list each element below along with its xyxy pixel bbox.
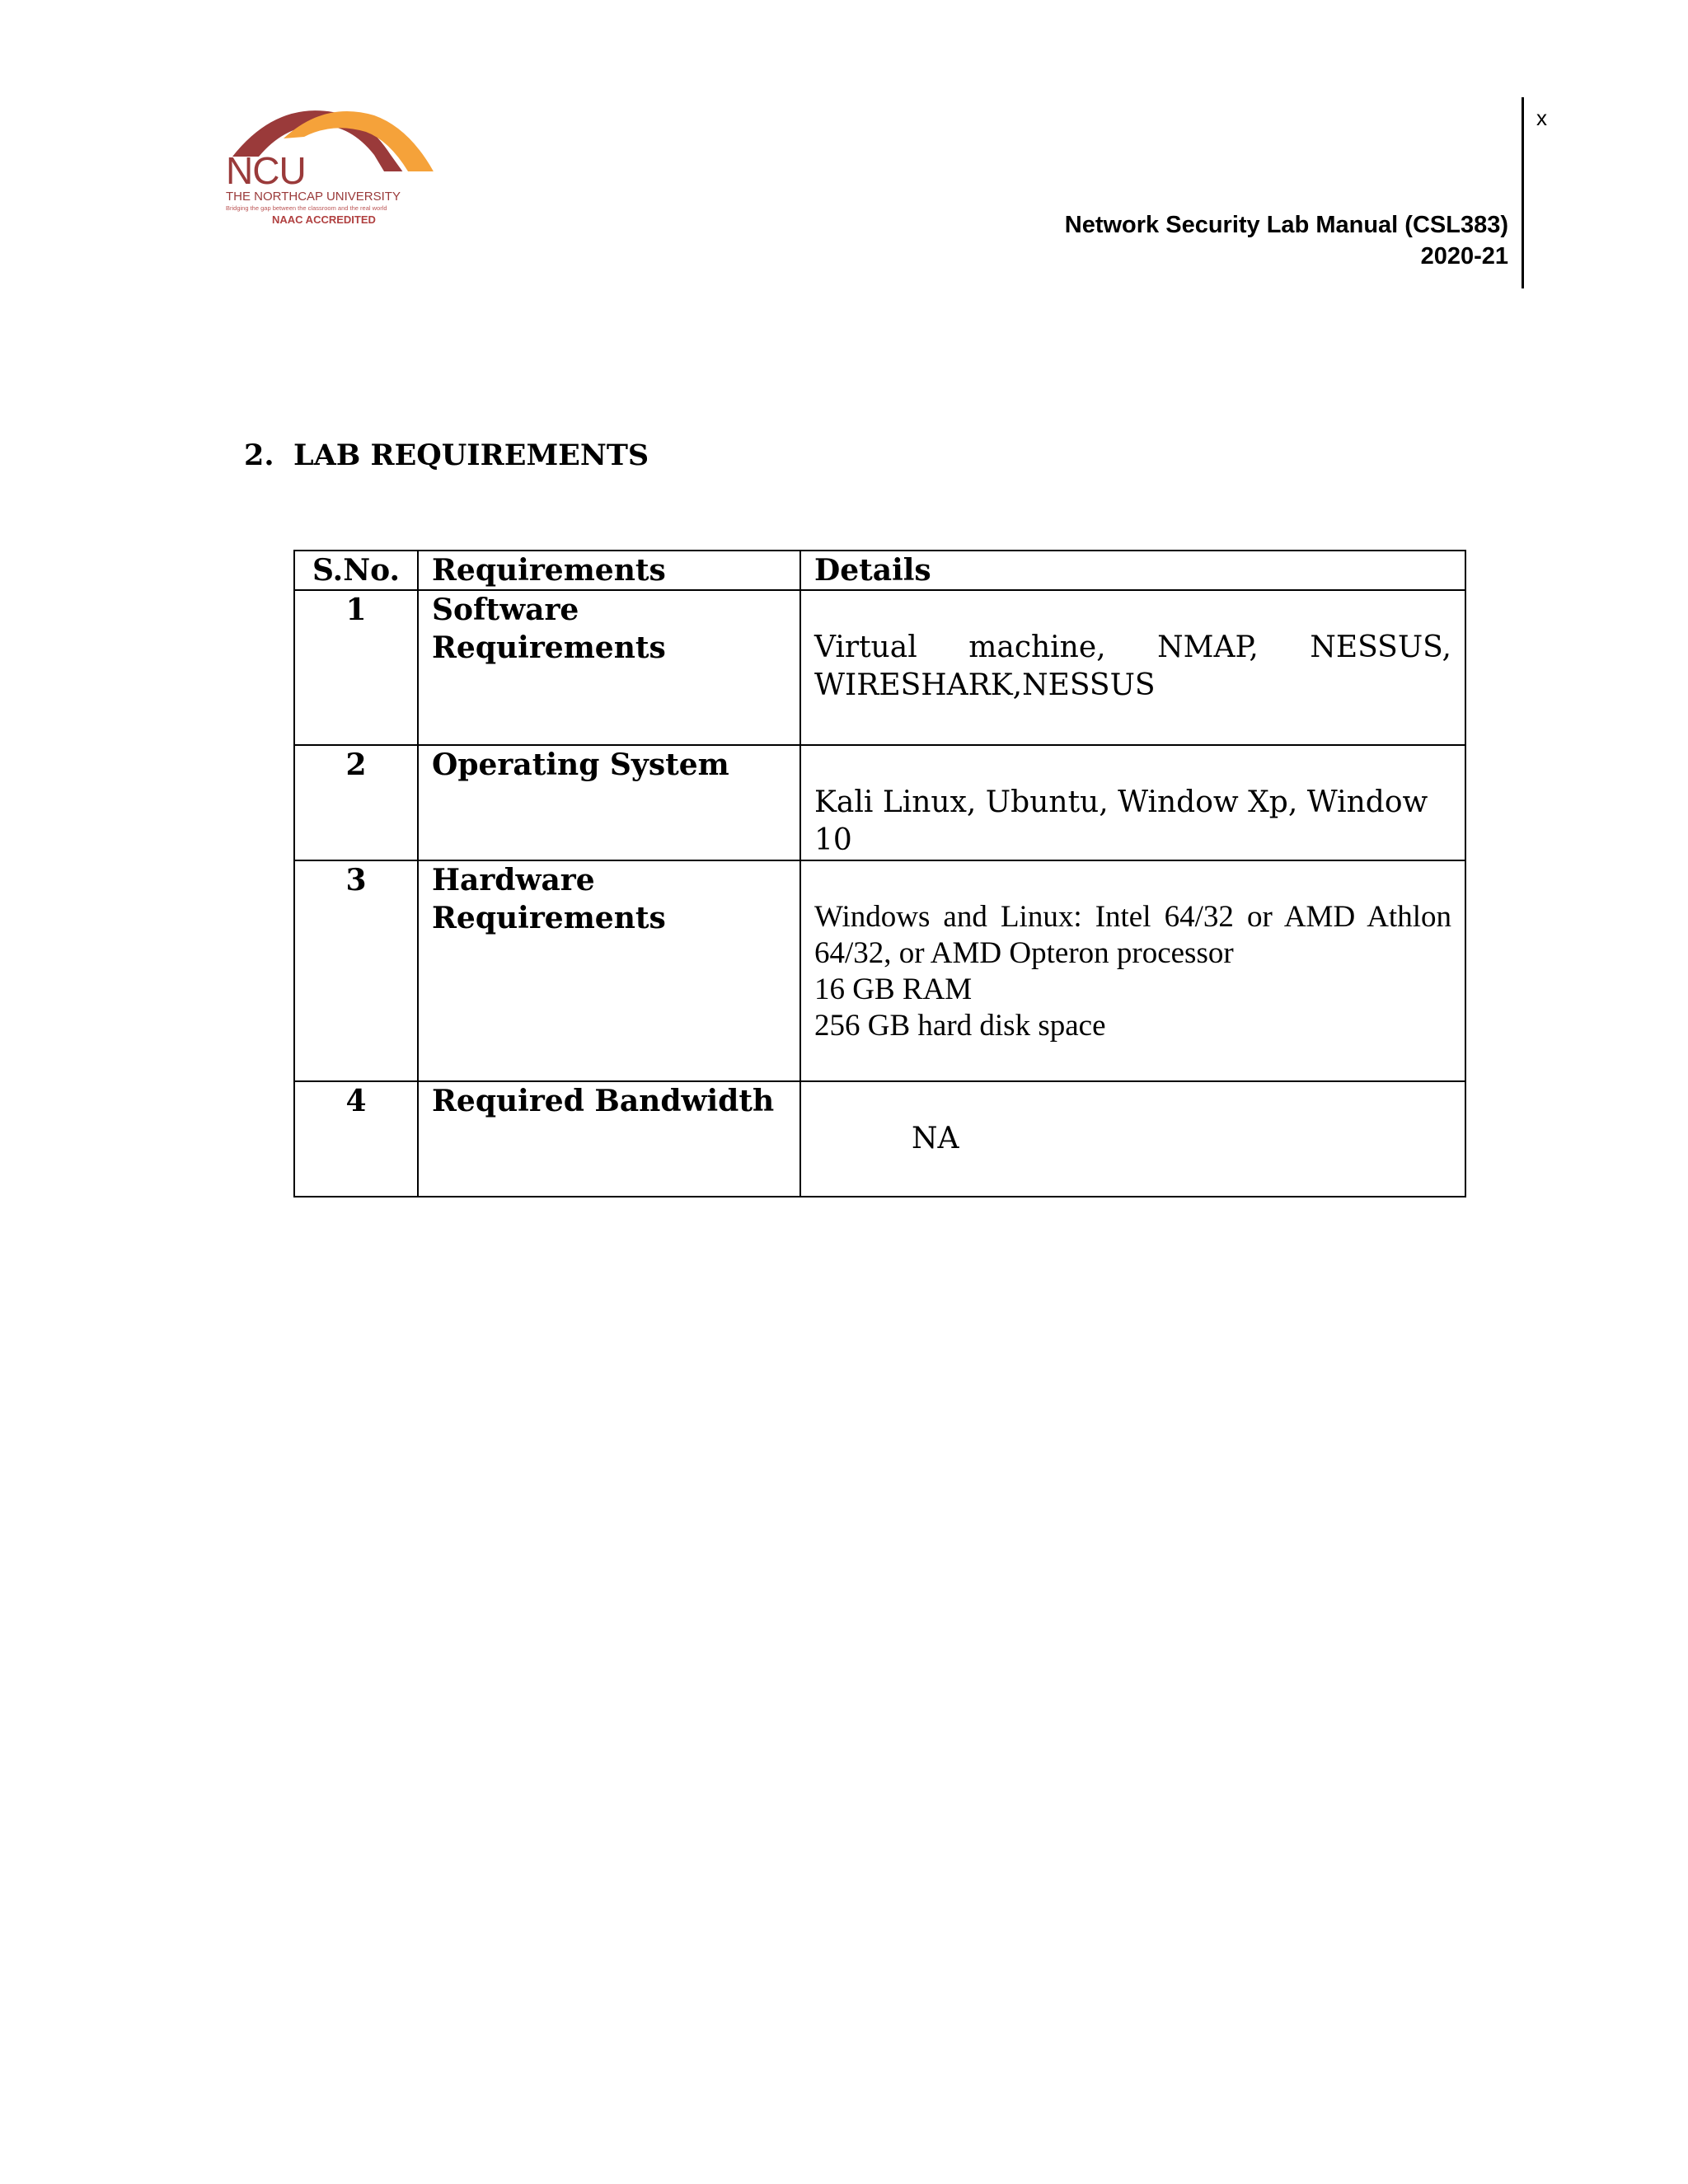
row-sno: 4 (294, 1081, 418, 1197)
table-row (294, 860, 1465, 1081)
manual-title: Network Security Lab Manual (CSL383) (1064, 212, 1508, 238)
row-requirement: Software Requirements (418, 590, 800, 745)
section-title: LAB REQUIREMENTS (293, 438, 649, 472)
row-requirement: Hardware Requirements (418, 860, 800, 1081)
academic-year: 2020-21 (1420, 243, 1508, 269)
row-sno: 3 (294, 860, 418, 1081)
logo-accreditation: NAAC ACCREDITED (272, 213, 376, 226)
header-divider (1522, 97, 1524, 288)
details-line: 256 GB hard disk space (814, 1009, 1106, 1043)
details-line: NA (912, 1122, 959, 1155)
university-logo (226, 105, 448, 237)
logo-university-name: THE NORTHCAP UNIVERSITY (226, 190, 401, 204)
details-line: Virtual machine, NMAP, NESSUS, WIRESHARK,NESSUS (814, 630, 1451, 702)
page-marker: x (1536, 105, 1547, 130)
table-header-row (294, 551, 1465, 590)
row-requirement: Operating System (418, 745, 800, 860)
table-row (294, 1081, 1465, 1197)
details-line: Windows and Linux: Intel 64/32 or AMD Athlon 64/32, or AMD Opteron processor (814, 900, 1451, 970)
logo-tagline: Bridging the gap between the classroom and the real world (226, 204, 387, 212)
details-line: 16 GB RAM (814, 972, 973, 1006)
document-header (1065, 209, 1508, 272)
section-number: 2. (244, 438, 274, 472)
header-requirements: Requirements (418, 551, 800, 590)
row-sno: 1 (294, 590, 418, 745)
header-details: Details (800, 551, 1465, 590)
section-heading (244, 438, 649, 472)
logo-abbreviation: NCU (226, 149, 306, 192)
row-details (800, 1081, 1465, 1197)
table-row (294, 745, 1465, 860)
details-block (814, 899, 1451, 1044)
row-requirement: Required Bandwidth (418, 1081, 800, 1197)
row-sno: 2 (294, 745, 418, 860)
header-sno: S.No. (294, 551, 418, 590)
row-details (800, 590, 1465, 745)
table-row (294, 590, 1465, 745)
details-line: Kali Linux, Ubuntu, Window Xp, Window 10 (814, 785, 1428, 857)
row-details (800, 860, 1465, 1081)
requirements-table (293, 550, 1466, 1197)
row-details (800, 745, 1465, 860)
